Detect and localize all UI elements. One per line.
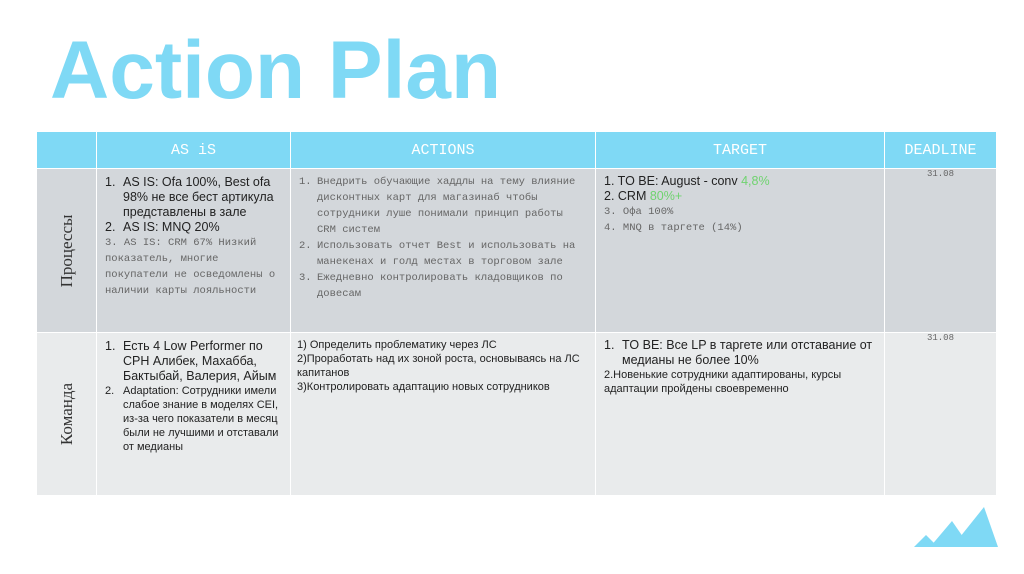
green-value: 4,8% [741,174,770,188]
row-label-team: Команда [56,382,76,446]
target-cell [596,169,885,333]
list-item: 2. Adaptation: Сотрудники имели слабое знание в моделях CEI, из-за чего показатели в месяц были не лучшими и отставали от медианы [105,385,279,453]
list-item: 2)Проработать над их зоной роста, основываясь на ЛС капитанов [297,353,580,379]
list-item: 1. TO BE: August - conv 4,8% [604,174,770,188]
deadline-cell: 31.08 [885,333,997,496]
actions-cell [291,169,596,333]
green-value: 80%+ [649,189,683,203]
logo-stripe-3 [952,507,998,547]
as-is-cell [97,333,291,496]
deadline-cell: 31.08 [885,169,997,333]
list-item: 1. Есть 4 Low Performer по СРН Алибек, Махабба, Бактыбай, Валерия, Айым [105,339,277,383]
list-item: 2. Использовать отчет Best и использовать на манекенах и голд местах в торговом зале [299,240,576,268]
list-item: 2.Новенькие сотрудники адаптированы, курсы адаптации пройдены своевременно [604,369,842,395]
row-label-cell [37,333,97,496]
header-row [37,132,997,169]
header-target: TARGET [596,132,885,169]
list-item: 3. Ежедневно контролировать кладовщиков по довесам [299,272,563,300]
target-cell [596,333,885,496]
list-item: 1. AS IS: Ofa 100%, Best ofa 98% не все бест артикула представлены в зале [105,175,274,219]
list-item: 1) Определить проблематику через ЛС [297,339,497,351]
three-stripes-logo-icon [912,503,1000,555]
list-item: 1. Внедрить обучающие хаддлы на тему влияние дисконтных карт для магазинаб чтобы сотрудники луше понимали принцип работы CRM систем [299,176,576,236]
table-row-processes [37,169,997,333]
as-is-cell [97,169,291,333]
header-empty [37,132,97,169]
row-label-processes: Процессы [56,214,76,287]
list-item: 3)Контролировать адаптацию новых сотрудников [297,381,550,393]
list-item: 4. MNQ в таргете (14%) [604,222,743,234]
header-deadline: DEADLINE [885,132,997,169]
actions-cell [291,333,596,496]
header-as-is: AS iS [97,132,291,169]
row-label-cell [37,169,97,333]
list-item: 2. CRM 80%+ [604,189,683,203]
table-row-team [37,333,997,496]
action-plan-table [36,131,997,496]
list-item: 3. AS IS: CRM 67% Низкий показатель, многие покупатели не осведомлены о наличии карты лояльности [105,237,276,297]
page-title: Action Plan [50,25,502,116]
list-item: 2. AS IS: MNQ 20% [105,220,220,234]
list-item: 3. Офа 100% [604,206,674,218]
header-actions: ACTIONS [291,132,596,169]
list-item: 1. TO BE: Все LP в таргете или отставание от медианы не более 10% [604,338,873,367]
